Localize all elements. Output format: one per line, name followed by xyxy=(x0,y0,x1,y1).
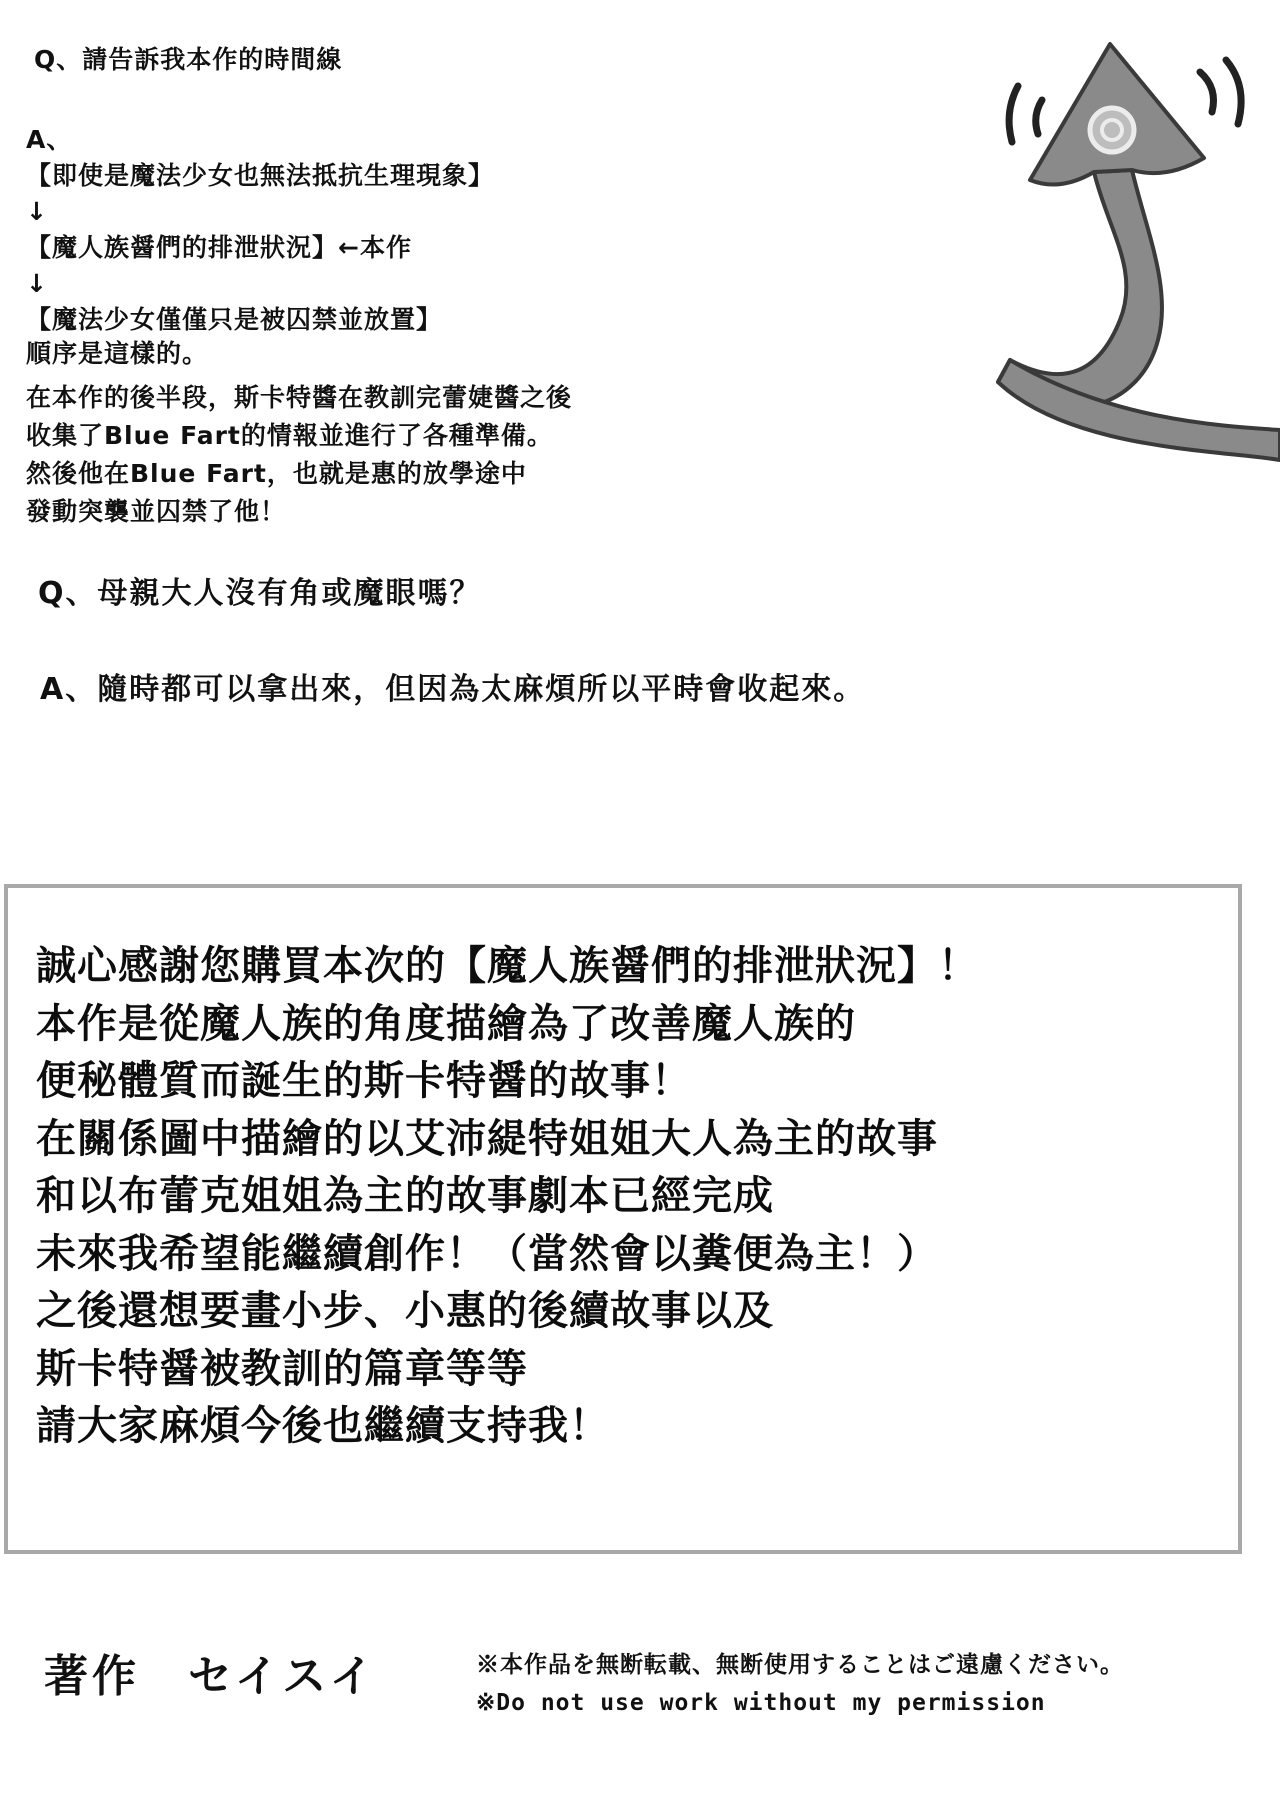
motion-mark-right-inner xyxy=(1200,72,1214,112)
timeline-work-1: 【即使是魔法少女也無法抵抗生理現象】 xyxy=(26,161,495,190)
copyright-notice-english: ※Do not use work without my permission xyxy=(476,1690,1046,1716)
tail-eye-outer xyxy=(1090,108,1134,152)
thanks-message-lines xyxy=(36,938,979,1456)
timeline-text-line: 在本作的後半段，斯卡特醬在教訓完蕾婕醬之後 xyxy=(26,383,573,412)
thanks-message-box xyxy=(4,884,1242,1554)
motion-mark-left-outer xyxy=(1009,86,1018,142)
timeline-text-line: 順序是這樣的。 xyxy=(26,339,209,368)
timeline-answer-label: A、 xyxy=(26,125,73,154)
copyright-notice-japanese: ※本作品を無断転載、無断使用することはご遠慮ください。 xyxy=(476,1652,1124,1678)
timeline-arrow-2: ↓ xyxy=(26,269,48,298)
thanks-line: 未來我希望能繼續創作！（當然會以糞便為主！） xyxy=(36,1230,938,1277)
thanks-line: 請大家麻煩今後也繼續支持我！ xyxy=(36,1403,610,1449)
author-credit: 著作 セイスイ xyxy=(44,1651,378,1702)
mother-question: Q、母親大人沒有角或魔眼嗎？ xyxy=(38,576,482,611)
motion-mark-right-outer xyxy=(1226,60,1241,124)
thanks-line: 斯卡特醤被教訓的篇章等等 xyxy=(36,1345,528,1392)
thanks-line: 誠心感謝您購買本次的【魔人族醤們的排泄狀況】！ xyxy=(36,943,979,989)
timeline-work-2: 【魔人族醤們的排泄狀況】←本作 xyxy=(26,233,412,262)
thanks-line: 便秘體質而誕生的斯卡特醤的故事！ xyxy=(36,1058,692,1104)
thanks-line: 和以布蕾克姐姐為主的故事劇本已經完成 xyxy=(36,1173,774,1219)
timeline-text-line: 收集了Blue Fart的情報並進行了各種準備。 xyxy=(26,421,553,450)
timeline-text-line: 然後他在Blue Fart，也就是惠的放學途中 xyxy=(26,459,527,488)
timeline-text-line: 發動突襲並囚禁了他！ xyxy=(26,497,287,526)
timeline-arrow-1: ↓ xyxy=(26,197,48,226)
thanks-line: 本作是從魔人族的角度描繪為了改善魔人族的 xyxy=(36,1000,856,1047)
thanks-line: 在關係圖中描繪的以艾沛緹特姐姐大人為主的故事 xyxy=(36,1115,938,1162)
demon-tail-illustration xyxy=(990,30,1280,470)
timeline-question: Q、請告訴我本作的時間線 xyxy=(34,45,343,74)
mother-answer: A、隨時都可以拿出來，但因為太麻煩所以平時會收起來。 xyxy=(40,672,866,707)
timeline-work-3: 【魔法少女僅僅只是被囚禁並放置】 xyxy=(26,305,443,334)
motion-mark-left-inner xyxy=(1036,100,1042,134)
thanks-line: 之後還想要畫小步、小惠的後續故事以及 xyxy=(36,1288,774,1334)
